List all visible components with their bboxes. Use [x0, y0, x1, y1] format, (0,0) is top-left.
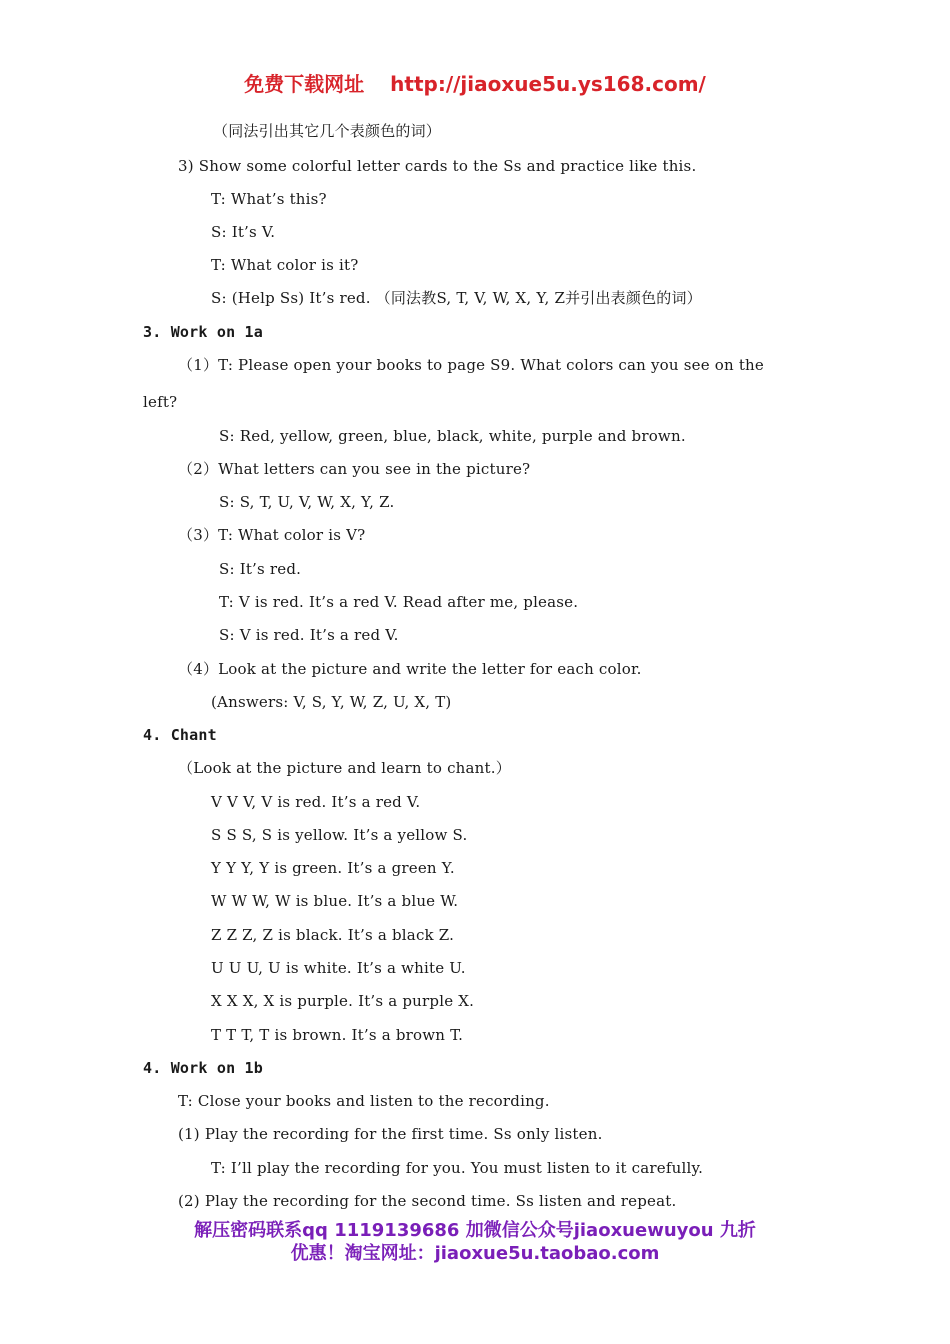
section-heading: 3. Work on 1a — [143, 323, 263, 341]
header-url-link[interactable]: http://jiaoxue5u.ys168.com/ — [390, 72, 706, 96]
text-line: (1) Play the recording for the first time. Ss only listen. — [178, 1125, 603, 1143]
text-line: （2）What letters can you see in the picture? — [178, 460, 531, 478]
text-line: T: I’ll play the recording for you. You must listen to it carefully. — [211, 1159, 704, 1177]
text-line: U U U, U is white. It’s a white U. — [211, 959, 466, 977]
text-line: Z Z Z, Z is black. It’s a black Z. — [211, 926, 455, 944]
footer-line-2: 优惠！淘宝网址：jiaoxue5u.taobao.com — [290, 1243, 660, 1264]
text-line: (2) Play the recording for the second time. Ss listen and repeat. — [178, 1192, 677, 1210]
page-header — [0, 68, 950, 97]
text-line: T: Close your books and listen to the recording. — [178, 1092, 550, 1110]
text-line: X X X, X is purple. It’s a purple X. — [211, 992, 475, 1010]
text-line: left? — [143, 393, 178, 411]
text-line: W W W, W is blue. It’s a blue W. — [211, 892, 459, 910]
text-line: T T T, T is brown. It’s a brown T. — [211, 1026, 464, 1044]
text-line: (Answers: V, S, Y, W, Z, U, X, T) — [211, 693, 452, 711]
footer-line-1: 解压密码联系qq 1119139686 加微信公众号jiaoxuewuyou 九折 — [194, 1220, 756, 1241]
text-line: （3）T: What color is V? — [178, 526, 366, 544]
text-line: （1）T: Please open your books to page S9. What colors can you see on the — [178, 356, 764, 374]
section-heading: 4. Chant — [143, 726, 217, 744]
header-label: 免费下载网址 — [244, 72, 365, 96]
text-line: 3) Show some colorful letter cards to the Ss and practice like this. — [178, 157, 697, 175]
text-line: T: What color is it? — [211, 256, 359, 274]
text-line: S: It’s V. — [211, 223, 276, 241]
text-line: T: V is red. It’s a red V. Read after me, please. — [219, 593, 579, 611]
text-line: （同法引出其它几个表颜色的词） — [213, 122, 442, 140]
text-line: Y Y Y, Y is green. It’s a green Y. — [211, 859, 455, 877]
text-line: S: It’s red. — [219, 560, 302, 578]
text-line: （Look at the picture and learn to chant.） — [178, 759, 511, 777]
text-line: S: V is red. It’s a red V. — [219, 626, 399, 644]
text-line: V V V, V is red. It’s a red V. — [211, 793, 421, 811]
text-line: （4）Look at the picture and write the letter for each color. — [178, 660, 642, 678]
text-line: T: What’s this? — [211, 190, 327, 208]
text-line: S: (Help Ss) It’s red. （同法教S, T, V, W, X, Y, Z并引出表颜色的词） — [211, 289, 702, 307]
text-line: S S S, S is yellow. It’s a yellow S. — [211, 826, 468, 844]
text-line: S: S, T, U, V, W, X, Y, Z. — [219, 493, 395, 511]
text-line: S: Red, yellow, green, blue, black, white, purple and brown. — [219, 427, 686, 445]
section-heading: 4. Work on 1b — [143, 1059, 263, 1077]
